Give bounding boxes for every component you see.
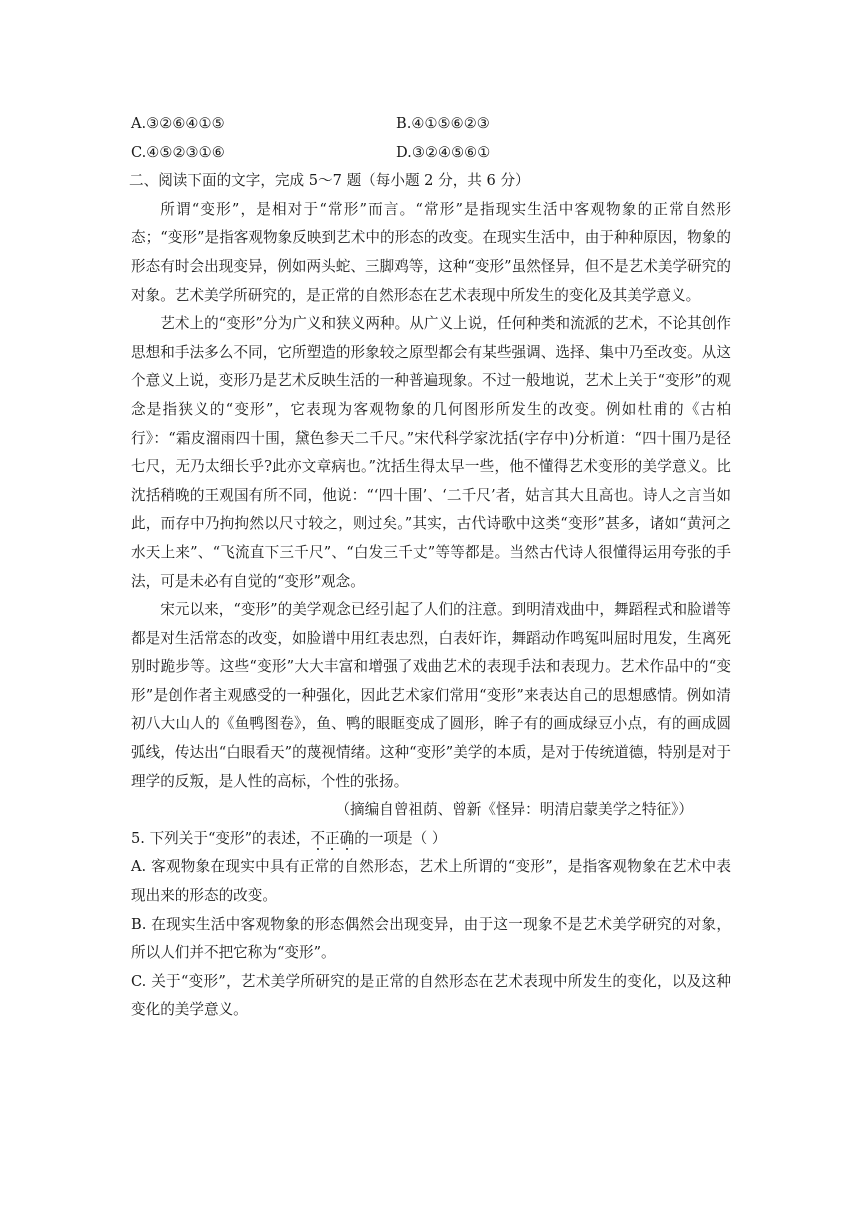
question-5-stem-after: 的一项是（ ） [354, 829, 447, 847]
question-5-stem [131, 825, 731, 854]
option-a: A.③②⑥④①⑤ [131, 115, 225, 132]
option-d: D.③②④⑤⑥① [396, 143, 491, 161]
page-content [131, 110, 731, 1025]
question-5-option-b: B. 在现实生活中客观物象的形态偶然会出现变异，由于这一现象不是艺术美学研究的对象，所以人们并不把它称为“变形”。 [131, 915, 731, 962]
passage-paragraph-2: 艺术上的“变形”分为广义和狭义两种。从广义上说，任何种类和流派的艺术，不论其创作思想和手法多么不同，它所塑造的形象较之原型都会有某些强调、选择、集中乃至改变。从这个意义上说，变形乃是艺术反映生活的一种普遍现象。不过一般地说，艺术上关于“变形”的观念是指狭义的“变形”，它表现为客观物象的几何图形所发生的改变。例如杜甫的《古柏行》：“霜皮溜雨四十围，黛色参天二千尺。”宋代科学家沈括(字存中)分析道：“四十围乃是径七尺，无乃太细长乎?此亦文章病也。”沈括生得太早一些，他不懂得艺术变形的美学意义。比沈括稍晚的王观国有所不同，他说：“‘四十围’、‘二千尺’者，姑言其大且高也。诗人之言当如此，而存中乃拘拘然以尺寸较之，则过矣。”其实，古代诗歌中这类“变形”甚多，诸如“黄河之水天上来”、“飞流直下三千尺”、“白发三千丈”等等都是。当然古代诗人很懂得运用夸张的手法，可是未必有自觉的“变形”观念。 [131, 315, 731, 590]
question-5-option-a: A. 客观物象在现实中具有正常的自然形态，艺术上所谓的“变形”，是指客观物象在艺术中表现出来的形态的改变。 [131, 858, 731, 905]
emph-char-3: 确 [339, 829, 355, 847]
passage-paragraph-1: 所谓“变形”，是相对于“常形”而言。“常形”是指现实生活中客观物象的正常自然形态；“变形”是指客观物象反映到艺术中的形态的改变。在现实生活中，由于种种原因，物象的形态有时会出现变异，例如两头蛇、三脚鸡等，这种“变形”虽然怪异，但不是艺术美学研究的对象。艺术美学所研究的，是正常的自然形态在艺术表现中所发生的变化及其美学意义。 [131, 200, 731, 304]
option-b: B.④①⑤⑥②③ [396, 115, 490, 132]
emph-char-2: 正 [325, 829, 340, 847]
emph-char-1: 不 [310, 829, 326, 847]
question-5-stem-before: 5. 下列关于“变形”的表述， [131, 829, 311, 847]
question-5-option-c: C. 关于“变形”，艺术美学所研究的是正常的自然形态在艺术表现中所发生的变化，以及这种变化的美学意义。 [131, 972, 731, 1019]
option-c: C.④⑤②③①⑥ [131, 143, 225, 161]
prev-question-options-row-1 [131, 110, 731, 139]
prev-question-options-row-2 [131, 139, 731, 168]
passage-source: （摘编自曾祖荫、曾新《怪异：明清启蒙美学之特征》） [335, 801, 693, 819]
section-heading: 二、阅读下面的文字，完成 5～7 题（每小题 2 分，共 6 分） [129, 172, 530, 190]
passage-paragraph-3: 宋元以来，“变形”的美学观念已经引起了人们的注意。到明清戏曲中，舞蹈程式和脸谱等都是对生活常态的改变，如脸谱中用红表忠烈，白表奸诈，舞蹈动作鸣冤叫屈时甩发，生离死别时跪步等。这些“变形”大大丰富和增强了戏曲艺术的表现手法和表现力。艺术作品中的“变形”是创作者主观感受的一种强化，因此艺术家们常用“变形”来表达自己的思想感情。例如清初八大山人的《鱼鸭图卷》，鱼、鸭的眼眶变成了圆形，眸子有的画成绿豆小点，有的画成圆弧线，传达出“白眼看天”的蔑视情绪。这种“变形”美学的本质，是对于传统道德，特别是对于理学的反叛，是人性的高标，个性的张扬。 [131, 601, 731, 790]
question-5-emphasis [310, 830, 354, 847]
